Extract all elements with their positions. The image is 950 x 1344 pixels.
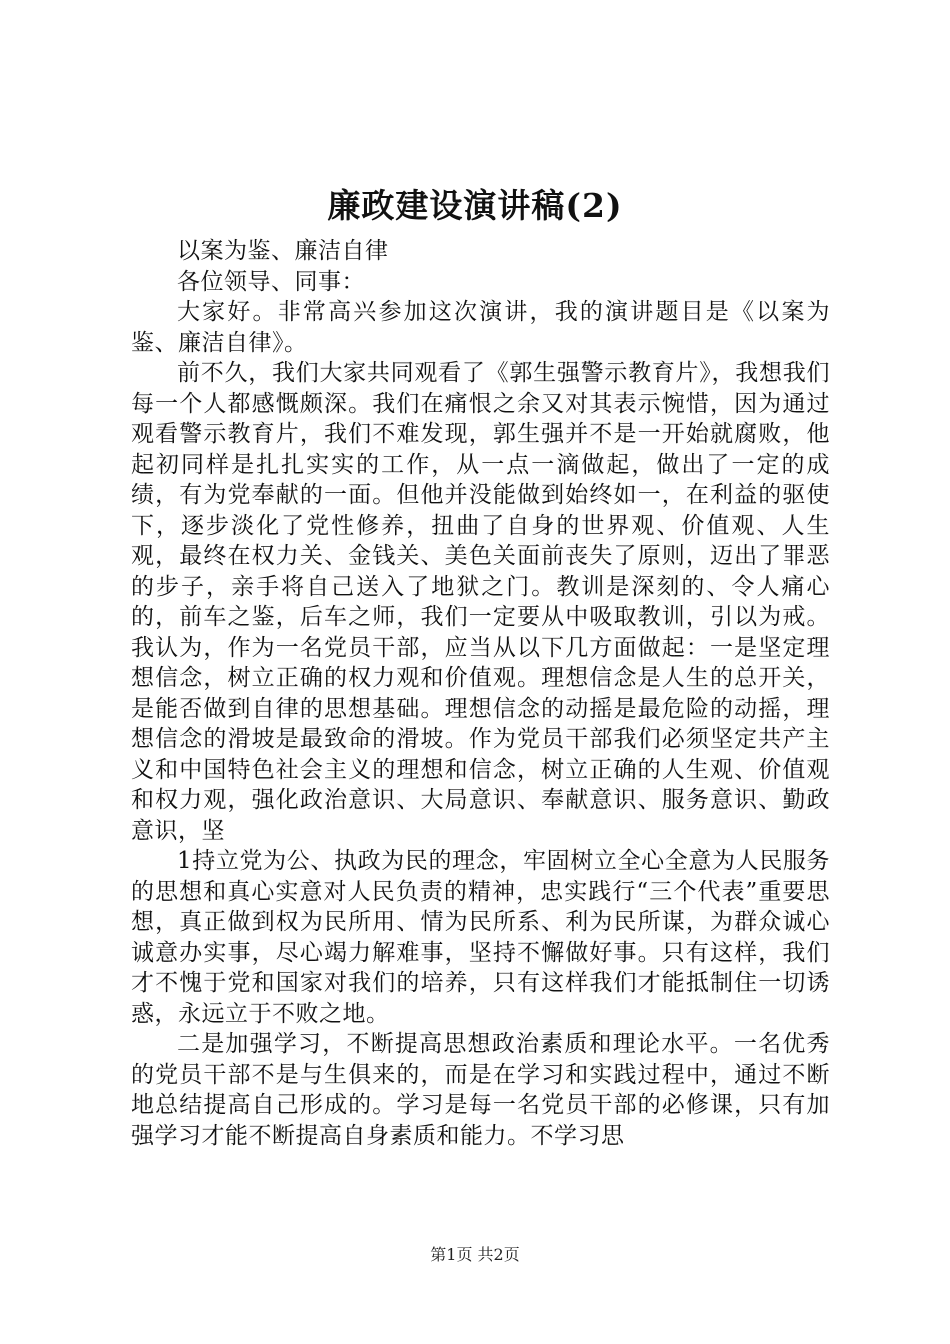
paragraph-subtitle: 以案为鉴、廉洁自律 [177,238,389,264]
document-title: 廉政建设演讲稿(2) [327,186,623,225]
paragraph-greeting: 大家好。非常高兴参加这次演讲，我的演讲题目是《以案为鉴、廉洁自律》。 [131,299,830,356]
paragraph-main: 前不久，我们大家共同观看了《郭生强警示教育片》，我想我们每一个人都感慨颇深。我们在痛恨之余又对其表示惋惜，因为通过观看警示教育片，我们不难发现，郭生强并不是一开始就腐败，他起初同样是扎扎实实的工作，从一点一滴做起，做出了一定的成绩，有为党奉献的一面。但他并没能做到始终如一，在利益的驱使下，逐步淡化了党性修养，扭曲了自身的世界观、价值观、人生观，最终在权力关、金钱关、美色关面前丧失了原则，迈出了罪恶的步子，亲手将自己送入了地狱之门。教训是深刻的、令人痛心的，前车之鉴，后车之师，我们一定要从中吸取教训，引以为戒。我认为，作为一名党员干部，应当从以下几方面做起：一是坚定理想信念，树立正确的权力观和价值观。理想信念是人生的总开关，是能否做到自律的思想基础。理想信念的动摇是最危险的动摇，理想信念的滑坡是最致命的滑坡。作为党员干部我们必须坚定共产主义和中国特色社会主义的理想和信念，树立正确的人生观、价值观和权力观，强化政治意识、大局意识、奉献意识、服务意识、勤政意识，坚 [131,360,830,844]
paragraph-continuation: 1持立党为公、执政为民的理念，牢固树立全心全意为人民服务的思想和真心实意对人民负责的精神，忠实践行“三个代表”重要思想，真正做到权为民所用、情为民所系、利为民所谋，为群众诚心诚意办实事，尽心竭力解难事，坚持不懈做好事。只有这样，我们才不愧于党和国家对我们的培养，只有这样我们才能抵制住一切诱惑，永远立于不败之地。 [131,848,830,1027]
page-footer: 第1页 共2页 [430,1245,520,1264]
document-body [131,236,830,1151]
paragraph-second-point: 二是加强学习，不断提高思想政治素质和理论水平。一名优秀的党员干部不是与生俱来的，而是在学习和实践过程中，通过不断地总结提高自己形成的。学习是每一名党员干部的必修课，只有加强学习才能不断提高自身素质和能力。不学习思 [131,1031,830,1149]
paragraph-salutation: 各位领导、同事： [177,268,365,295]
